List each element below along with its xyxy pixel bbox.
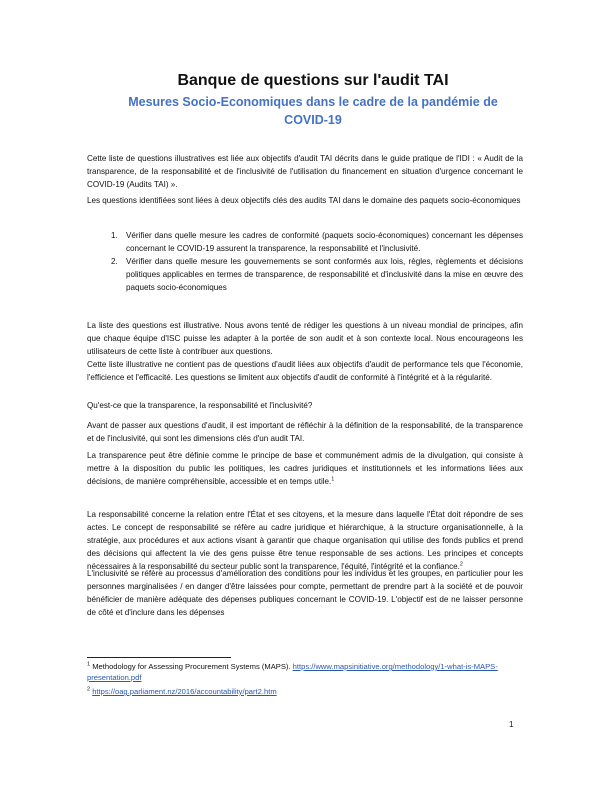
objectives-intro-paragraph: Les questions identifiées sont liées à deux objectifs clés des audits TAI dans le domaine des paquets socio-économiques — [87, 196, 521, 205]
objective-item — [87, 229, 523, 255]
objective-text: Vérifier dans quelle mesure les gouvernements se sont conformés aux lois, règles, règlements et décisions politiques applicables en termes de transparence, de responsabilité et d'inclusivité dans la mise en œuvre des paquets socio-économiques — [126, 257, 523, 292]
inclusivity-paragraph: L'inclusivité se réfère au processus d'amélioration des conditions pour les individus et les groupes, en particulier pour les personnes marginalisées / en danger d'être laissées pour compte, permettant de prendre part à la société et de pouvoir bénéficier de manière adéquate des dépenses publiques concernant le COVID-19. L'objectif est de ne laisser personne de côté et d'inclure dans les dépenses — [87, 569, 523, 617]
intro-paragraph: Cette liste de questions illustratives est liée aux objectifs d'audit TAI décrits dans le guide pratique de l'IDI : « Audit de la transparence, de la responsabilité et de l'inclusivité de l'utilisation du financement en situation d'urgence concernant le COVID-19 (Audits TAI) ». — [87, 154, 523, 189]
section-heading: Qu'est-ce que la transparence, la responsabilité et l'inclusivité? — [87, 401, 313, 410]
page-number: 1 — [509, 720, 514, 729]
footnote-separator — [87, 657, 231, 658]
before-paragraph: Avant de passer aux questions d'audit, il est important de réfléchir à la définition de la responsabilité, de la transparence et de l'inclusivité, qui sont les dimensions clés d'un audit TAI. — [87, 421, 523, 443]
footnote-number: 2 — [87, 686, 91, 693]
transparency-text: La transparence peut être définie comme le principe de base et communément admis de la divulgation, qui consiste à mettre à la disposition du public les politiques, les cadres juridiques et institutionnels et les informations liées aux décisions, de manière compréhensible, accessible et en temps utile. — [87, 451, 523, 486]
footnote-link[interactable]: https://oag.parliament.nz/2016/accountability/part2.htm — [92, 687, 277, 696]
objective-text: Vérifier dans quelle mesure les cadres de conformité (paquets socio-économiques) concernant les dépenses concernant le COVID-19 assurent la transparence, la responsabilité et l'inclusivité. — [126, 231, 523, 253]
footnote-link[interactable]: https://www.mapsinitiative.org/methodology/1-what-is-MAPS-presentation.pdf — [87, 662, 498, 682]
accountability-text: La responsabilité concerne la relation entre l'État et ses citoyens, et la mesure dans laquelle l'État doit répondre de ses actes. Le concept de responsabilité se réfère au cadre juridique et hiérarchique, à la structure organisationnelle, à la stratégie, aux procédures et aux actions visant à garantir que chaque organisation qui utilise des fonds publics et prend des décisions qui affectent la vie des gens puisse être tenue responsable de ses actions. Les principes et concepts nécessaires à la responsabilité du secteur public sont la transparence, l'équité, l'intégrité et la confiance. — [87, 510, 523, 571]
list-number: 2. — [111, 257, 118, 266]
document-subtitle: Mesures Socio-Economiques dans le cadre de la pandémie de COVID-19 — [128, 95, 498, 127]
transparency-paragraph — [87, 449, 523, 488]
footnote-number: 1 — [87, 661, 91, 668]
accountability-paragraph — [87, 508, 523, 573]
footnote-text: Methodology for Assessing Procurement Systems (MAPS). — [92, 662, 293, 671]
footnote-ref[interactable]: 1 — [331, 476, 335, 483]
document-title: Banque de questions sur l'audit TAI — [177, 72, 449, 89]
footnote-ref[interactable]: 2 — [459, 561, 463, 568]
footnote-1 — [87, 661, 523, 683]
objective-item — [87, 255, 523, 294]
illustrative-paragraph: La liste des questions est illustrative. Nous avons tenté de rédiger les questions à un niveau mondial de principes, afin que chaque équipe d'ISC puisse les adapter à la portée de son audit et à son contexte local. Nous encourageons les utilisateurs de cette liste à contribuer aux questions. — [87, 321, 523, 356]
list-number: 1. — [111, 231, 118, 240]
objectives-list — [87, 229, 523, 294]
scope-paragraph: Cette liste illustrative ne contient pas de questions d'audit liées aux objectifs d'audit de performance tels que l'économie, l'efficience et l'efficacité. Les questions se limitent aux objectifs d'audit de conformité à l'intégrité et à la régularité. — [87, 360, 523, 382]
footnote-2 — [87, 686, 523, 697]
